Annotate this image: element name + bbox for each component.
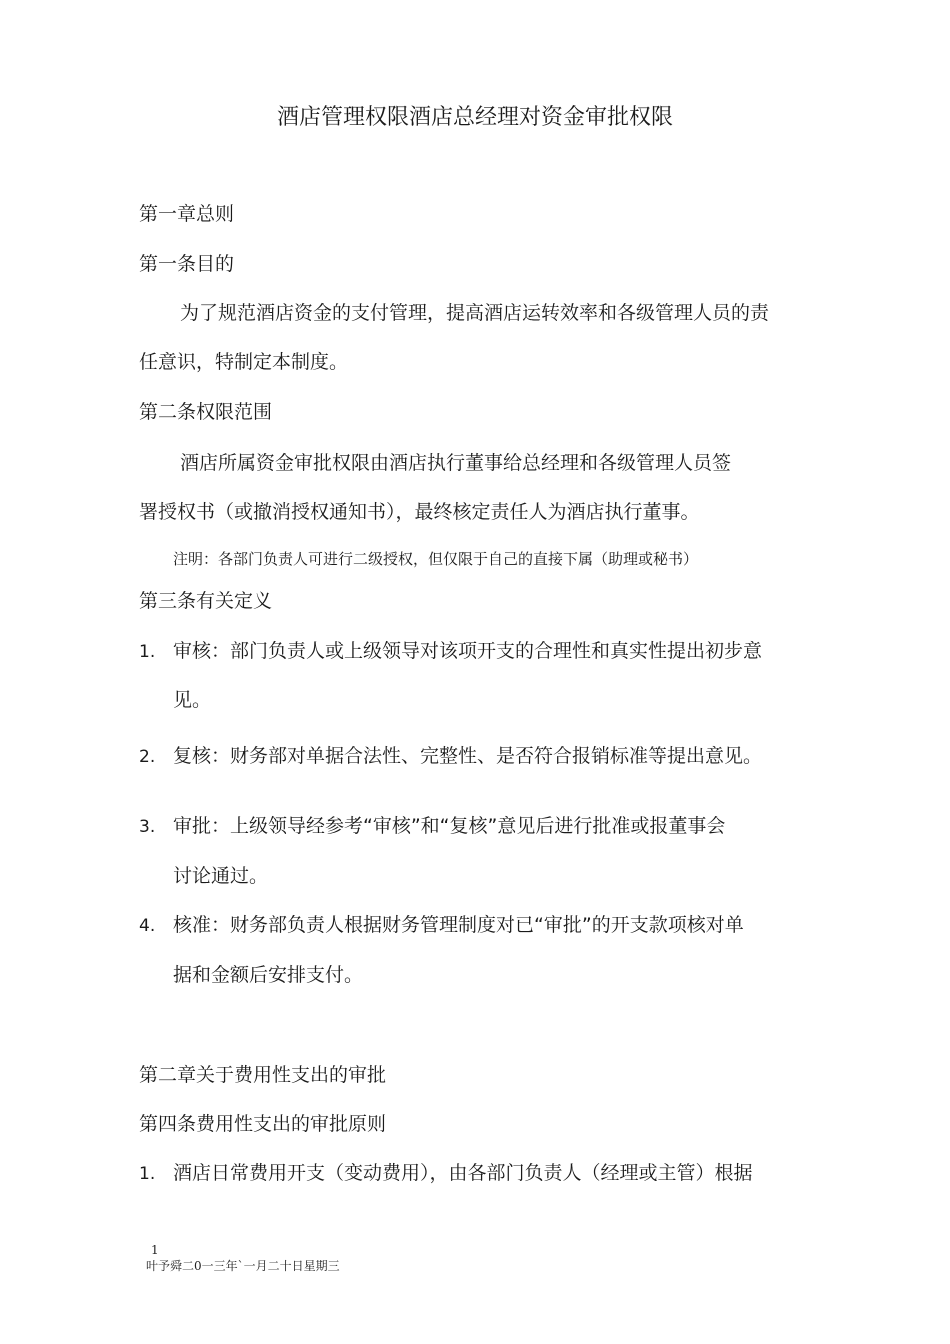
list-item-line1: 审核：部门负责人或上级领导对该项开支的合理性和真实性提出初步意 — [173, 640, 763, 662]
list-item-number: 1. — [139, 642, 156, 662]
chapter1-heading: 第一章总则 — [139, 203, 235, 225]
article1-paragraph-line1: 为了规范酒店资金的支付管理，提高酒店运转效率和各级管理人员的责 — [180, 302, 770, 324]
list-item-number: 4. — [139, 916, 156, 936]
list-item-line2: 讨论通过。 — [173, 865, 269, 887]
list-item-line2: 见。 — [173, 689, 212, 711]
footer-page-number: 1 — [151, 1243, 159, 1257]
article2-note: 注明：各部门负责人可进行二级授权，但仅限于自己的直接下属（助理或秘书） — [173, 550, 699, 568]
list-item-number: 1. — [139, 1164, 156, 1184]
list-item-line1: 审批：上级领导经参考“审核”和“复核”意见后进行批准或报董事会 — [173, 815, 726, 837]
article3-heading: 第三条有关定义 — [139, 590, 273, 612]
list-item-number: 2. — [139, 747, 156, 767]
article2-paragraph-line1: 酒店所属资金审批权限由酒店执行董事给总经理和各级管理人员签 — [180, 452, 732, 474]
list-item-number: 3. — [139, 817, 156, 837]
list-item-line2: 据和金额后安排支付。 — [173, 964, 364, 986]
footer-date-line: 叶予舜二0一三年`一月二十日星期三 — [146, 1259, 340, 1273]
article2-heading: 第二条权限范围 — [139, 401, 273, 423]
article1-heading: 第一条目的 — [139, 253, 235, 275]
article1-paragraph-line2: 任意识，特制定本制度。 — [139, 351, 349, 373]
list-item-line1: 核准：财务部负责人根据财务管理制度对已“审批”的开支款项核对单 — [173, 914, 744, 936]
document-title: 酒店管理权限酒店总经理对资金审批权限 — [276, 105, 673, 130]
list-item-line1: 复核：财务部对单据合法性、完整性、是否符合报销标准等提出意见。 — [173, 745, 763, 767]
chapter2-heading: 第二章关于费用性支出的审批 — [139, 1064, 387, 1086]
article4-heading: 第四条费用性支出的审批原则 — [139, 1113, 387, 1135]
list-item-line1: 酒店日常费用开支（变动费用），由各部门负责人（经理或主管）根据 — [173, 1162, 753, 1184]
article2-paragraph-line2: 署授权书（或撤消授权通知书），最终核定责任人为酒店执行董事。 — [139, 501, 700, 523]
